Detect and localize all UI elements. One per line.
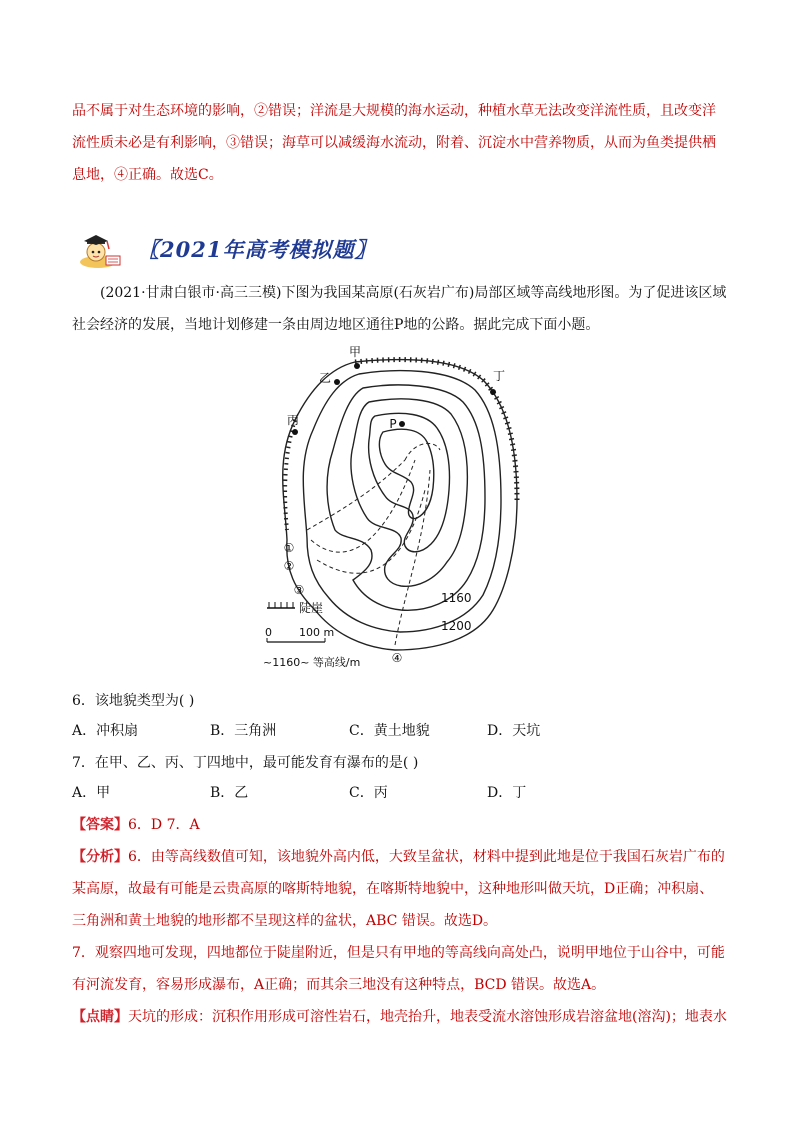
analysis-line-2: 某高原，故最有可能是云贵高原的喀斯特地貌，在喀斯特地貌中，这种地形叫做天坑，D正确；冲积扇、 bbox=[72, 881, 714, 897]
contour-label-1160: 1160 bbox=[441, 591, 472, 605]
intro-line-3: 息地，④正确。故选C。 bbox=[72, 167, 223, 183]
legend-scale-zero: 0 bbox=[265, 626, 272, 639]
route-1: ① bbox=[283, 541, 295, 555]
section-title: 〖2021年高考模拟题〗 bbox=[138, 237, 377, 262]
tip-text: 天坑的形成：沉积作用形成可溶性岩石，地壳抬升，地表受流水溶蚀形成岩溶盆地(溶沟)；地表水 bbox=[128, 1009, 727, 1025]
q7-option-b[interactable]: B．乙 bbox=[210, 785, 249, 801]
route-2: ② bbox=[283, 559, 295, 573]
intro-line-1: 品不属于对生态环境的影响，②错误；洋流是大规模的海水运动，种植水草无法改变洋流性质，且改变洋 bbox=[72, 103, 716, 119]
analysis-line-5: 有河流发育，容易形成瀑布，A正确；而其余三地没有这种特点，BCD 错误。故选A。 bbox=[72, 977, 606, 993]
contour-map-figure bbox=[255, 340, 535, 675]
tip-line bbox=[72, 1006, 727, 1026]
q6-option-a[interactable]: A．冲积扇 bbox=[72, 723, 139, 739]
label-bing: 丙 bbox=[286, 413, 300, 427]
q6-option-c[interactable]: C．黄土地貌 bbox=[349, 723, 430, 739]
tip-tag: 【点睛】 bbox=[72, 1009, 128, 1025]
analysis-tag: 【分析】 bbox=[72, 849, 128, 865]
q6-question: 6．该地貌类型为( ) bbox=[72, 693, 195, 709]
legend-cliff: 陡崖 bbox=[299, 601, 324, 615]
label-ding: 丁 bbox=[492, 369, 506, 383]
q6-option-d[interactable]: D．天坑 bbox=[487, 723, 541, 739]
legend-contour: ~1160~ 等高线/m bbox=[263, 656, 361, 669]
contour-label-1200: 1200 bbox=[441, 619, 472, 633]
legend-scale-len: 100 m bbox=[299, 626, 335, 639]
q7-option-d[interactable]: D．丁 bbox=[487, 785, 527, 801]
analysis-text-1: 6．由等高线数值可知，该地貌外高内低，大致呈盆状，材料中提到此地是位于我国石灰岩广布的 bbox=[128, 849, 725, 865]
analysis-line-1 bbox=[72, 846, 725, 866]
route-3: ③ bbox=[293, 583, 305, 597]
stem-line-2: 社会经济的发展，当地计划修建一条由周边地区通往P地的公路。据此完成下面小题。 bbox=[72, 317, 600, 333]
analysis-line-3: 三角洲和黄土地貌的地形都不呈现这样的盆状，ABC 错误。故选D。 bbox=[72, 913, 498, 929]
analysis-line-4: 7．观察四地可发现，四地都位于陡崖附近，但是只有甲地的等高线向高处凸，说明甲地位于山谷中，可能 bbox=[72, 945, 725, 961]
stem-line-1: (2021·甘肃白银市·高三三模)下图为我国某高原(石灰岩广布)局部区域等高线地形图。为了促进该区域 bbox=[100, 285, 727, 301]
mascot-icon bbox=[76, 232, 126, 272]
label-yi: 乙 bbox=[318, 371, 332, 385]
q6-option-b[interactable]: B．三角洲 bbox=[210, 723, 277, 739]
label-jia: 甲 bbox=[348, 345, 362, 359]
q7-question: 7．在甲、乙、丙、丁四地中，最可能发育有瀑布的是( ) bbox=[72, 755, 419, 771]
route-4: ④ bbox=[391, 651, 403, 665]
map-legend bbox=[263, 600, 360, 669]
label-p: P bbox=[389, 417, 397, 431]
q7-option-a[interactable]: A．甲 bbox=[72, 785, 111, 801]
answer-tag: 【答案】 bbox=[72, 817, 128, 833]
q7-option-c[interactable]: C．丙 bbox=[349, 785, 388, 801]
answer-line bbox=[72, 814, 200, 834]
intro-line-2: 流性质未必是有利影响，③错误；海草可以减缓海水流动，附着、沉淀水中营养物质，从而为鱼类提供栖 bbox=[72, 135, 716, 151]
answer-text: 6．D 7．A bbox=[128, 817, 200, 833]
